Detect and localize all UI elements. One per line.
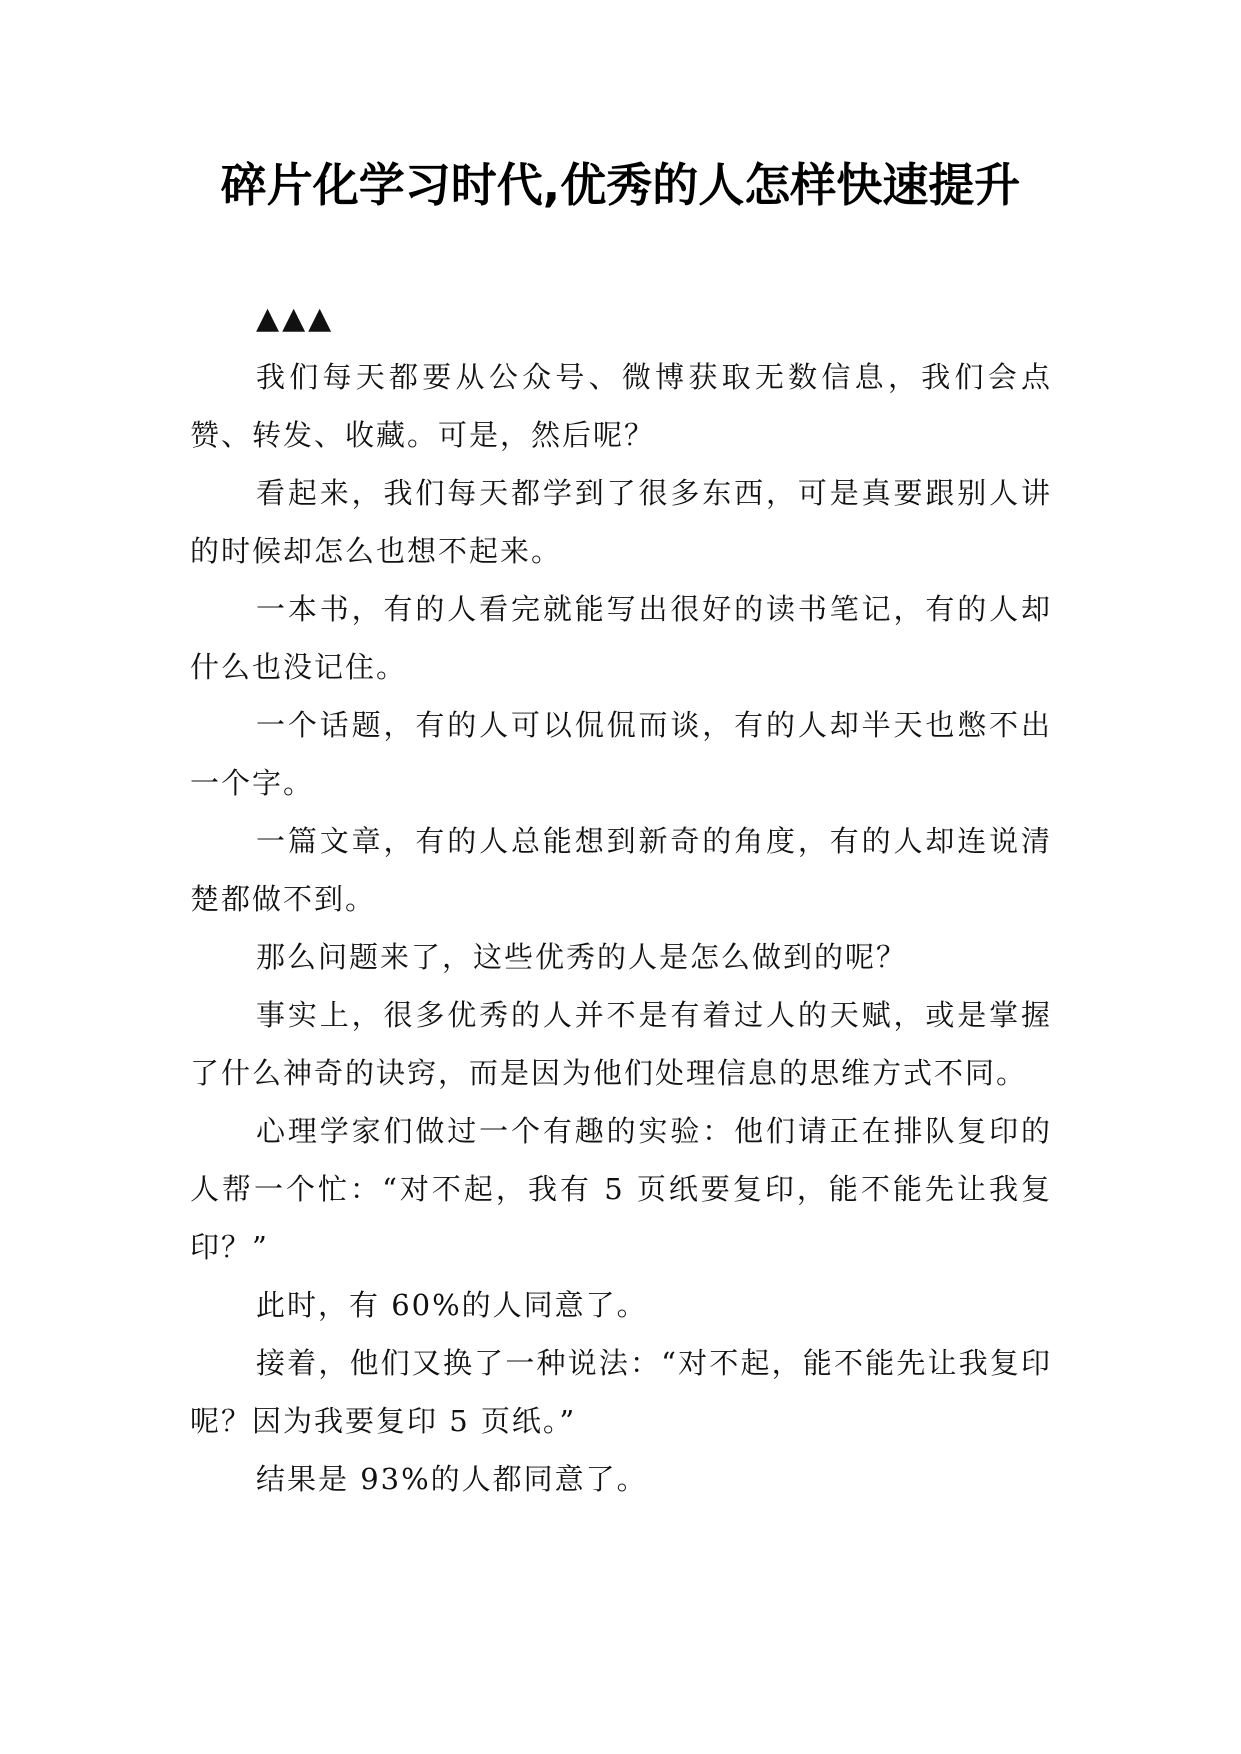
paragraph: 事实上，很多优秀的人并不是有着过人的天赋，或是掌握了什么神奇的诀窍，而是因为他们处理信息的思维方式不同。	[190, 998, 1052, 1090]
paragraph: 心理学家们做过一个有趣的实验：他们请正在排队复印的人帮一个忙：“对不起，我有 5 页纸要复印，能不能先让我复印？”	[190, 1114, 1052, 1264]
paragraph: 看起来，我们每天都学到了很多东西，可是真要跟别人讲的时候却怎么也想不起来。	[190, 476, 1052, 568]
paragraph: 一篇文章，有的人总能想到新奇的角度，有的人却连说清楚都做不到。	[190, 824, 1052, 916]
paragraph: 此时，有 60%的人同意了。	[256, 1288, 648, 1322]
document-body	[190, 290, 1052, 1508]
paragraph: 一本书，有的人看完就能写出很好的读书笔记，有的人却什么也没记住。	[190, 592, 1052, 684]
section-marker: ▲▲▲	[256, 301, 335, 336]
paragraph: 结果是 93%的人都同意了。	[256, 1462, 648, 1496]
paragraph: 一个话题，有的人可以侃侃而谈，有的人却半天也憋不出一个字。	[190, 708, 1052, 800]
paragraph: 那么问题来了，这些优秀的人是怎么做到的呢？	[256, 940, 908, 974]
paragraph: 我们每天都要从公众号、微博获取无数信息，我们会点赞、转发、收藏。可是，然后呢？	[190, 360, 1052, 452]
document-title: 碎片化学习时代,优秀的人怎样快速提升	[220, 158, 1021, 212]
paragraph: 接着，他们又换了一种说法：“对不起，能不能先让我复印呢？因为我要复印 5 页纸。”	[190, 1346, 1052, 1438]
